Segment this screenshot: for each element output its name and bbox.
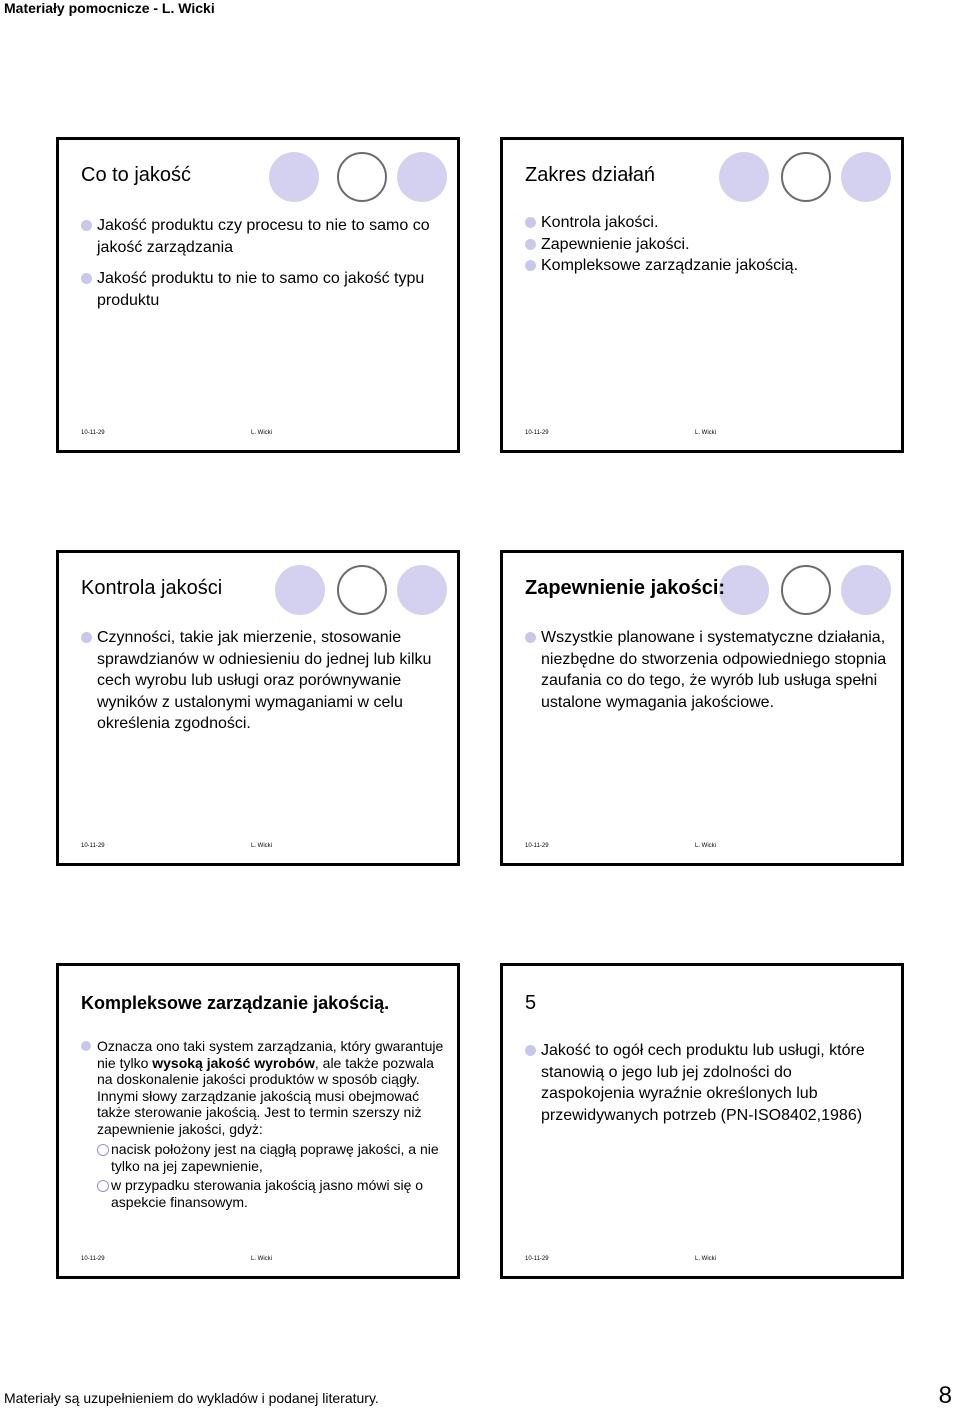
circle-icon — [269, 152, 319, 202]
slide-author: L. Wicki — [695, 1256, 716, 1262]
slide-date: 10-11-29 — [525, 430, 549, 436]
circle-icon — [719, 152, 769, 202]
slide-author: L. Wicki — [251, 843, 272, 849]
slide-title: Zakres działań — [525, 164, 656, 186]
circle-icon — [841, 565, 891, 615]
decorative-circles — [713, 150, 904, 204]
decorative-circles — [713, 563, 904, 617]
bullet-item: Jakość to ogół cech produktu lub usługi, które stanowią o jego lub jej zdolności do zaspokojenia wyraźnie określonych lub przewidywanych potrzeb (PN-ISO8402,1986) — [525, 1040, 889, 1126]
decorative-circles — [269, 150, 460, 204]
bullet-list — [525, 627, 889, 713]
bullet-item: Jakość produktu to nie to samo co jakość typu produktu — [81, 268, 445, 311]
slide-5 — [56, 963, 460, 1279]
circle-outline-icon — [337, 565, 387, 615]
slide-date: 10-11-29 — [81, 843, 105, 849]
decorative-circles — [269, 563, 460, 617]
bullet-item: Zapewnienie jakości. — [525, 234, 889, 256]
slide-author: L. Wicki — [251, 1256, 272, 1262]
slide-1 — [56, 137, 460, 453]
bullet-item: Czynności, takie jak mierzenie, stosowanie sprawdzianów w odniesieniu do jednej lub kilku cech wyrobu lub usługi oraz porównywanie wyników z ustalonymi wymaganiami w celu określenia zgodności. — [81, 627, 445, 735]
bullet-list — [81, 1038, 445, 1213]
bullet-item: Kompleksowe zarządzanie jakością. — [525, 255, 889, 277]
slide-6 — [500, 963, 904, 1279]
sub-bullet-list — [97, 1141, 445, 1210]
circle-icon — [397, 152, 447, 202]
page-header: Materiały pomocnicze - L. Wicki — [4, 0, 215, 16]
circle-icon — [397, 565, 447, 615]
bullet-item: Kontrola jakości. — [525, 212, 889, 234]
slide-author: L. Wicki — [695, 430, 716, 436]
slide-3 — [56, 550, 460, 866]
slide-title: Co to jakość — [81, 164, 192, 186]
bullet-text: Oznacza ono taki system zarządzania, który gwarantuje nie tylko — [97, 1038, 444, 1071]
bullet-list — [525, 1040, 889, 1126]
page-footer: Materiały są uzupełnieniem do wykladów i podanej literatury. — [4, 1390, 379, 1406]
bullet-list — [81, 215, 445, 311]
circle-icon — [275, 565, 325, 615]
sub-bullet-item: nacisk położony jest na ciągłą poprawę jakości, a nie tylko na jej zapewnienie, — [97, 1141, 445, 1174]
slide-date: 10-11-29 — [81, 1256, 105, 1262]
bullet-list — [81, 627, 445, 735]
slide-title: Kompleksowe zarządzanie jakością. — [81, 993, 390, 1013]
slide-title: Kontrola jakości — [81, 577, 223, 599]
bullet-text-bold: wysoką jakość wyrobów — [152, 1054, 315, 1071]
slide-date: 10-11-29 — [525, 1256, 549, 1262]
slide-date: 10-11-29 — [81, 430, 105, 436]
bullet-text: , ale także pozwala na doskonalenie jakości produktów w sposób ciągły. Innymi słowy zarządzanie jakością musi obejmować także sterowanie jakością. Jest to termin szerszy niż zapewnienie jakości, gdyż: — [97, 1054, 434, 1137]
slide-author: L. Wicki — [251, 430, 272, 436]
circle-icon — [719, 565, 769, 615]
sub-bullet-item: w przypadku sterowania jakością jasno mówi się o aspekcie finansowym. — [97, 1177, 445, 1210]
bullet-item — [81, 1038, 445, 1210]
page-number: 8 — [938, 1382, 952, 1409]
circle-icon — [841, 152, 891, 202]
slide-author: L. Wicki — [695, 843, 716, 849]
slide-4 — [500, 550, 904, 866]
bullet-item: Jakość produktu czy procesu to nie to samo co jakość zarządzania — [81, 215, 445, 258]
slide-title: Zapewnienie jakości: — [525, 577, 726, 599]
circle-outline-icon — [337, 152, 387, 202]
circle-outline-icon — [781, 565, 831, 615]
slide-2 — [500, 137, 904, 453]
bullet-list — [525, 212, 889, 277]
slide-date: 10-11-29 — [525, 843, 549, 849]
slide-title: 5 — [525, 992, 537, 1014]
bullet-item: Wszystkie planowane i systematyczne działania, niezbędne do stworzenia odpowiedniego stopnia zaufania co do tego, że wyrób lub usługa spełni ustalone wymagania jakościowe. — [525, 627, 889, 713]
circle-outline-icon — [781, 152, 831, 202]
